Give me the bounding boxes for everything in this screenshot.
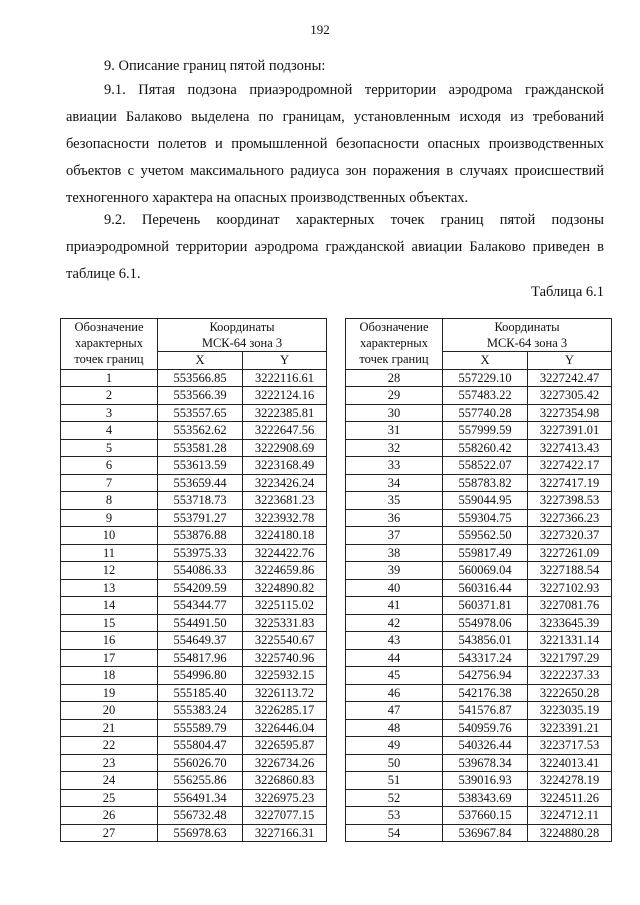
- coordinate-y: 3221331.14: [528, 632, 612, 650]
- section-heading: 9. Описание границ пятой подзоны:: [104, 58, 326, 74]
- table-row: [61, 772, 327, 790]
- coordinate-x: 543856.01: [443, 632, 528, 650]
- coordinate-y: 3227102.93: [528, 579, 612, 597]
- coordinate-x: 553718.73: [158, 492, 243, 510]
- paragraph-9-1-text: 9.1. Пятая подзона приаэродромной территории аэродрома гражданской авиации Балаково выделена по границам, установленным исходя из требований безопасности полетов и промышленной безопасности опасных производственных объектов с учетом максимального радиуса зон поражения в случаях происшествий техногенного характера на опасных производственных объектах.: [66, 82, 604, 206]
- table-row: [346, 439, 612, 457]
- point-number: 54: [346, 824, 443, 842]
- coordinate-y: 3223932.78: [243, 509, 327, 527]
- point-number: 8: [61, 492, 158, 510]
- point-number: 23: [61, 754, 158, 772]
- table-row: [61, 404, 327, 422]
- table-row: [61, 632, 327, 650]
- point-number: 10: [61, 527, 158, 545]
- coordinate-x: 553557.65: [158, 404, 243, 422]
- table-row: [346, 737, 612, 755]
- table-row: [61, 579, 327, 597]
- coordinate-y: 3227305.42: [528, 387, 612, 405]
- point-number: 29: [346, 387, 443, 405]
- coordinate-x: 558260.42: [443, 439, 528, 457]
- point-number: 13: [61, 579, 158, 597]
- coordinate-y: 3227354.98: [528, 404, 612, 422]
- table-row: [61, 369, 327, 387]
- point-number: 28: [346, 369, 443, 387]
- coordinate-x: 558522.07: [443, 457, 528, 475]
- coordinate-x: 554086.33: [158, 562, 243, 580]
- table-row: [346, 632, 612, 650]
- point-number: 7: [61, 474, 158, 492]
- table-row: [346, 649, 612, 667]
- table-row: [346, 772, 612, 790]
- table-row: [61, 474, 327, 492]
- table-row: [61, 509, 327, 527]
- table-row: [346, 404, 612, 422]
- header-coordinates-title: Координаты: [209, 320, 275, 334]
- coordinate-y: 3227242.47: [528, 369, 612, 387]
- coordinate-y: 3222124.16: [243, 387, 327, 405]
- coordinate-y: 3225740.96: [243, 649, 327, 667]
- table-row: [61, 702, 327, 720]
- table-row: [61, 457, 327, 475]
- point-number: 32: [346, 439, 443, 457]
- table-row: [346, 702, 612, 720]
- table-row: [61, 439, 327, 457]
- coordinate-y: 3223717.53: [528, 737, 612, 755]
- coordinate-y: 3226734.26: [243, 754, 327, 772]
- point-number: 12: [61, 562, 158, 580]
- header-y: Y: [528, 352, 612, 370]
- point-number: 50: [346, 754, 443, 772]
- paragraph-9-1: [66, 77, 604, 212]
- table-row: [61, 614, 327, 632]
- table-row: [346, 369, 612, 387]
- coordinate-x: 554344.77: [158, 597, 243, 615]
- coordinate-y: 3223426.24: [243, 474, 327, 492]
- point-number: 2: [61, 387, 158, 405]
- table-row: [61, 387, 327, 405]
- coordinate-x: 554491.50: [158, 614, 243, 632]
- coordinate-y: 3227166.31: [243, 824, 327, 842]
- coordinate-x: 560069.04: [443, 562, 528, 580]
- coordinate-x: 556255.86: [158, 772, 243, 790]
- table-row: [61, 492, 327, 510]
- point-number: 24: [61, 772, 158, 790]
- point-number: 5: [61, 439, 158, 457]
- coordinate-x: 542176.38: [443, 684, 528, 702]
- coordinate-x: 560371.81: [443, 597, 528, 615]
- coordinate-x: 555185.40: [158, 684, 243, 702]
- coordinate-y: 3224278.19: [528, 772, 612, 790]
- point-number: 31: [346, 422, 443, 440]
- header-coordinate-system: МСК-64 зона 3: [201, 336, 283, 350]
- point-number: 33: [346, 457, 443, 475]
- header-x: X: [158, 352, 243, 370]
- point-number: 53: [346, 807, 443, 825]
- coordinate-y: 3224712.11: [528, 807, 612, 825]
- point-number: 4: [61, 422, 158, 440]
- coordinate-y: 3223035.19: [528, 702, 612, 720]
- coordinate-x: 556732.48: [158, 807, 243, 825]
- coordinate-x: 553659.44: [158, 474, 243, 492]
- table-row: [61, 737, 327, 755]
- coordinate-x: 556978.63: [158, 824, 243, 842]
- table-row: [61, 807, 327, 825]
- coordinate-y: 3226113.72: [243, 684, 327, 702]
- table-row: [346, 527, 612, 545]
- table-row: [61, 667, 327, 685]
- point-number: 9: [61, 509, 158, 527]
- coordinate-y: 3224180.18: [243, 527, 327, 545]
- coordinate-y: 3222650.28: [528, 684, 612, 702]
- table-row: [346, 544, 612, 562]
- coordinate-x: 540959.76: [443, 719, 528, 737]
- table-row: [346, 667, 612, 685]
- coordinate-x: 555804.47: [158, 737, 243, 755]
- point-number: 3: [61, 404, 158, 422]
- coordinate-y: 3226595.87: [243, 737, 327, 755]
- table-row: [346, 422, 612, 440]
- coordinate-x: 541576.87: [443, 702, 528, 720]
- table-row: [61, 527, 327, 545]
- point-number: 34: [346, 474, 443, 492]
- coordinate-x: 540326.44: [443, 737, 528, 755]
- coordinate-x: 553562.62: [158, 422, 243, 440]
- coordinate-x: 555589.79: [158, 719, 243, 737]
- coordinate-y: 3225115.02: [243, 597, 327, 615]
- coordinate-y: 3224659.86: [243, 562, 327, 580]
- point-number: 41: [346, 597, 443, 615]
- point-number: 36: [346, 509, 443, 527]
- coordinate-x: 553566.39: [158, 387, 243, 405]
- point-number: 44: [346, 649, 443, 667]
- point-number: 1: [61, 369, 158, 387]
- coordinate-y: 3227320.37: [528, 527, 612, 545]
- coordinates-table-right: [345, 318, 612, 842]
- coordinate-y: 3223681.23: [243, 492, 327, 510]
- paragraph-9-2-text: 9.2. Перечень координат характерных точек границ пятой подзоны приаэродромной территории аэродрома гражданской авиации Балаково приведен в таблице 6.1.: [66, 212, 604, 282]
- coordinate-y: 3224890.82: [243, 579, 327, 597]
- coordinate-y: 3226975.23: [243, 789, 327, 807]
- table-caption: Таблица 6.1: [531, 284, 604, 300]
- coordinate-x: 553791.27: [158, 509, 243, 527]
- header-point-designation: Обозначение характерных точек границ: [346, 319, 443, 370]
- table-row: [61, 597, 327, 615]
- table-row: [61, 789, 327, 807]
- coordinate-y: 3227417.19: [528, 474, 612, 492]
- table-row: [346, 614, 612, 632]
- point-number: 51: [346, 772, 443, 790]
- point-number: 30: [346, 404, 443, 422]
- coordinate-y: 3225932.15: [243, 667, 327, 685]
- point-number: 21: [61, 719, 158, 737]
- coordinate-y: 3227188.54: [528, 562, 612, 580]
- coordinate-x: 539016.93: [443, 772, 528, 790]
- table-row: [346, 824, 612, 842]
- table-row: [61, 719, 327, 737]
- table-row: [61, 544, 327, 562]
- coordinate-y: 3223168.49: [243, 457, 327, 475]
- point-number: 37: [346, 527, 443, 545]
- table-row: [61, 422, 327, 440]
- coordinate-x: 554209.59: [158, 579, 243, 597]
- point-number: 22: [61, 737, 158, 755]
- coordinate-x: 556026.70: [158, 754, 243, 772]
- coordinate-x: 557229.10: [443, 369, 528, 387]
- table-row: [346, 492, 612, 510]
- point-number: 48: [346, 719, 443, 737]
- point-number: 19: [61, 684, 158, 702]
- point-number: 43: [346, 632, 443, 650]
- table-row: [346, 597, 612, 615]
- coordinate-x: 543317.24: [443, 649, 528, 667]
- point-number: 52: [346, 789, 443, 807]
- coordinate-x: 557999.59: [443, 422, 528, 440]
- coordinate-y: 3226285.17: [243, 702, 327, 720]
- coordinate-y: 3227391.01: [528, 422, 612, 440]
- coordinate-y: 3222237.33: [528, 667, 612, 685]
- coordinate-x: 554996.80: [158, 667, 243, 685]
- header-coordinates: [443, 319, 612, 352]
- point-number: 11: [61, 544, 158, 562]
- coordinate-x: 559817.49: [443, 544, 528, 562]
- header-coordinates-title: Координаты: [494, 320, 560, 334]
- header-y: Y: [243, 352, 327, 370]
- coordinate-x: 553613.59: [158, 457, 243, 475]
- coordinate-x: 537660.15: [443, 807, 528, 825]
- coordinate-x: 559044.95: [443, 492, 528, 510]
- coordinate-x: 539678.34: [443, 754, 528, 772]
- coordinate-y: 3227422.17: [528, 457, 612, 475]
- coordinate-y: 3222908.69: [243, 439, 327, 457]
- table-row: [61, 754, 327, 772]
- coordinate-x: 554978.06: [443, 614, 528, 632]
- coordinate-y: 3222385.81: [243, 404, 327, 422]
- coordinate-y: 3227366.23: [528, 509, 612, 527]
- point-number: 40: [346, 579, 443, 597]
- point-number: 15: [61, 614, 158, 632]
- point-number: 18: [61, 667, 158, 685]
- table-row: [61, 824, 327, 842]
- coordinate-x: 554649.37: [158, 632, 243, 650]
- table-row: [61, 684, 327, 702]
- coordinate-x: 553566.85: [158, 369, 243, 387]
- coordinate-x: 560316.44: [443, 579, 528, 597]
- point-number: 26: [61, 807, 158, 825]
- table-row: [61, 562, 327, 580]
- coordinate-y: 3224511.26: [528, 789, 612, 807]
- coordinate-x: 538343.69: [443, 789, 528, 807]
- coordinate-y: 3223391.21: [528, 719, 612, 737]
- coordinates-table-left: [60, 318, 327, 842]
- header-point-designation: Обозначение характерных точек границ: [61, 319, 158, 370]
- coordinate-x: 553876.88: [158, 527, 243, 545]
- coordinate-y: 3225540.67: [243, 632, 327, 650]
- table-row: [346, 509, 612, 527]
- point-number: 27: [61, 824, 158, 842]
- table-row: [61, 649, 327, 667]
- point-number: 42: [346, 614, 443, 632]
- coordinate-x: 553581.28: [158, 439, 243, 457]
- table-row: [346, 807, 612, 825]
- coordinate-y: 3227398.53: [528, 492, 612, 510]
- coordinate-x: 554817.96: [158, 649, 243, 667]
- coordinate-y: 3227077.15: [243, 807, 327, 825]
- coordinate-x: 553975.33: [158, 544, 243, 562]
- coordinate-x: 557483.22: [443, 387, 528, 405]
- point-number: 17: [61, 649, 158, 667]
- coordinate-x: 542756.94: [443, 667, 528, 685]
- coordinate-x: 556491.34: [158, 789, 243, 807]
- coordinate-y: 3226446.04: [243, 719, 327, 737]
- point-number: 45: [346, 667, 443, 685]
- table-row: [346, 474, 612, 492]
- point-number: 14: [61, 597, 158, 615]
- paragraph-9-2: [66, 207, 604, 288]
- coordinate-x: 557740.28: [443, 404, 528, 422]
- coordinate-x: 555383.24: [158, 702, 243, 720]
- table-row: [346, 754, 612, 772]
- table-row: [346, 789, 612, 807]
- point-number: 38: [346, 544, 443, 562]
- header-x: X: [443, 352, 528, 370]
- coordinate-y: 3227261.09: [528, 544, 612, 562]
- page-number: 192: [310, 22, 330, 37]
- point-number: 16: [61, 632, 158, 650]
- point-number: 47: [346, 702, 443, 720]
- point-number: 20: [61, 702, 158, 720]
- coordinate-y: 3222116.61: [243, 369, 327, 387]
- point-number: 6: [61, 457, 158, 475]
- coordinate-y: 3224013.41: [528, 754, 612, 772]
- coordinate-y: 3224880.28: [528, 824, 612, 842]
- coordinate-x: 536967.84: [443, 824, 528, 842]
- coordinate-x: 559562.50: [443, 527, 528, 545]
- table-row: [346, 457, 612, 475]
- point-number: 35: [346, 492, 443, 510]
- table-row: [346, 387, 612, 405]
- coordinate-y: 3224422.76: [243, 544, 327, 562]
- table-row: [346, 579, 612, 597]
- point-number: 49: [346, 737, 443, 755]
- point-number: 39: [346, 562, 443, 580]
- coordinate-y: 3226860.83: [243, 772, 327, 790]
- table-row: [346, 684, 612, 702]
- point-number: 46: [346, 684, 443, 702]
- coordinate-x: 559304.75: [443, 509, 528, 527]
- coordinate-y: 3221797.29: [528, 649, 612, 667]
- point-number: 25: [61, 789, 158, 807]
- coordinate-y: 3227081.76: [528, 597, 612, 615]
- coordinate-y: 3222647.56: [243, 422, 327, 440]
- table-row: [346, 719, 612, 737]
- header-coordinates: [158, 319, 327, 352]
- header-coordinate-system: МСК-64 зона 3: [486, 336, 568, 350]
- table-row: [346, 562, 612, 580]
- coordinate-y: 3225331.83: [243, 614, 327, 632]
- coordinate-y: 3233645.39: [528, 614, 612, 632]
- coordinate-x: 558783.82: [443, 474, 528, 492]
- coordinate-y: 3227413.43: [528, 439, 612, 457]
